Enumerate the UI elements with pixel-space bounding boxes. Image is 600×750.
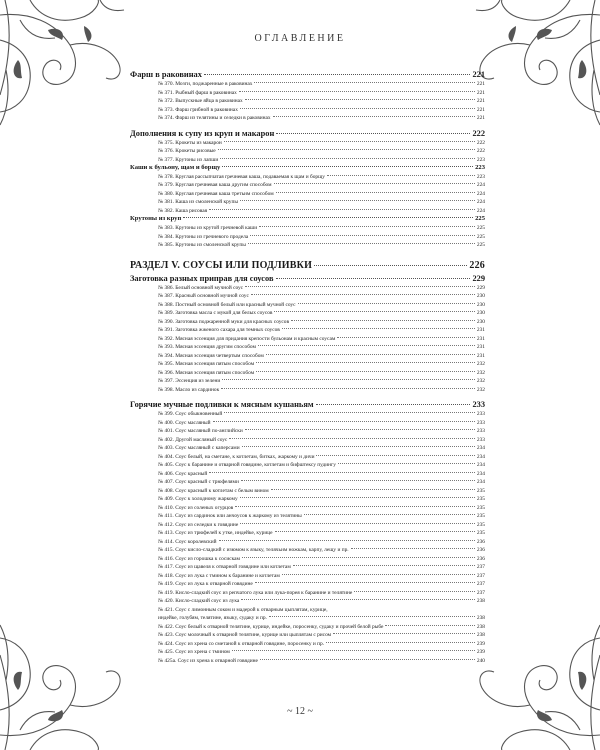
toc-entry-page: 234: [476, 445, 485, 452]
toc-entry-page: 237: [476, 581, 485, 588]
dot-leader: [224, 141, 475, 142]
toc-entry-title: № 420. Кисло-сладкий соус из лука: [158, 598, 240, 605]
dot-leader: [183, 217, 473, 218]
toc-entry-page: 225: [476, 233, 485, 240]
toc-entry: [130, 555, 485, 564]
dot-leader: [304, 514, 475, 515]
toc-entry-title: № 405. Соус к баранине и отварной говядине, котлетам и бифштексу пудингу: [158, 462, 336, 469]
toc-entry: [130, 427, 485, 436]
toc-entry-page: 238: [476, 598, 485, 605]
toc-entry: [130, 386, 485, 395]
toc-entry-title: № 424. Соус из хрена со сметаной к отварной говядине, поросенку и пр.: [158, 640, 325, 647]
toc-entry-title: Заготовка разных приправ для соусов: [130, 273, 274, 283]
toc-entry-page: 223: [476, 173, 485, 180]
dot-leader: [219, 540, 475, 541]
dot-leader: [240, 108, 475, 109]
toc-entry-title: № 403. Соус масляный с каперсами: [158, 445, 240, 452]
toc-entry: [130, 139, 485, 148]
toc-entry-title: № 400. Соус масляный: [158, 419, 211, 426]
dot-leader: [248, 243, 475, 244]
dot-leader: [316, 404, 471, 405]
toc-entry-page: 221: [472, 70, 485, 79]
toc-entry: [130, 589, 485, 598]
toc-entry: [130, 284, 485, 293]
toc-entry-title: Фарш в раковинах: [130, 70, 202, 79]
toc-entry-title: Каши к бульону, щам и борщу: [130, 164, 221, 171]
toc-entry: [130, 512, 485, 521]
corner-ornament-top-left-icon: [0, 0, 150, 150]
toc-entry-title: № 387. Красный основной мучной соус: [158, 293, 249, 300]
toc-entry: [130, 198, 485, 207]
toc-entry-page: 222: [476, 148, 485, 154]
dot-leader: [222, 166, 473, 167]
dot-leader: [274, 311, 474, 312]
dot-leader: [204, 74, 471, 75]
toc-entry-title: индейке, голубям, телятине, языку, судаку и пр.: [158, 615, 267, 622]
dot-leader: [245, 286, 475, 287]
dot-leader: [256, 371, 475, 372]
toc-entry-page: 225: [475, 215, 485, 223]
toc-section: [130, 128, 485, 139]
toc-entry: [130, 377, 485, 386]
toc-section: [130, 273, 485, 284]
toc-entry: [130, 114, 485, 123]
toc-entry-title: № 402. Другой масляный соус: [158, 436, 228, 443]
toc-entry: [130, 156, 485, 165]
dot-leader: [338, 463, 475, 464]
toc-section: [130, 399, 485, 410]
dot-leader: [241, 599, 475, 600]
toc-entry-title: № 410. Соус из соленых огурцов: [158, 504, 234, 511]
toc-entry-title: № 399. Соус обыкновенный: [158, 411, 223, 418]
toc-entry-title: № 379. Круглая гречневая каша другим способом: [158, 182, 272, 189]
toc-entry-page: 222: [476, 139, 485, 146]
toc-entry-page: 233: [476, 419, 485, 426]
toc-entry: [130, 657, 485, 666]
dot-leader: [209, 209, 475, 210]
toc-entry: [130, 623, 485, 632]
toc-entry: [130, 461, 485, 470]
table-of-contents: [130, 69, 485, 665]
toc-entry-page: 230: [476, 310, 485, 317]
toc-subsection: [130, 164, 485, 173]
toc-entry-page: 240: [476, 657, 485, 664]
toc-entry-page: 234: [476, 479, 485, 486]
dot-leader: [221, 388, 475, 389]
toc-entry-page: 232: [476, 369, 485, 376]
dot-leader: [218, 149, 475, 150]
dot-leader: [291, 320, 475, 321]
toc-entry-title: № 396. Мясная эссенция пятым способом: [158, 369, 255, 376]
toc-entry-title: № 398. Масло из сардинок: [158, 386, 220, 393]
toc-entry-page: 225: [476, 225, 485, 232]
toc-entry: [130, 563, 485, 572]
toc-entry-title: № 421. Соус с лимонным соком и мадерой к отварным цыплятам, курице,: [158, 606, 328, 613]
toc-entry-page: 221: [476, 89, 485, 96]
toc-entry-page: 230: [476, 293, 485, 300]
toc-entry-page: 233: [476, 428, 485, 435]
dot-leader: [254, 82, 474, 83]
toc-entry-page: 229: [476, 284, 485, 291]
toc-entry-title: № 388. Постный основной белый или красный мучной соус: [158, 301, 296, 308]
toc-entry-page: 230: [476, 318, 485, 325]
toc-entry-page: 234: [476, 462, 485, 469]
dot-leader: [251, 294, 475, 295]
toc-entry: [130, 352, 485, 361]
dot-leader: [337, 337, 475, 338]
toc-entry: [130, 410, 485, 419]
toc-entry: [130, 436, 485, 445]
dot-leader: [333, 633, 475, 634]
toc-entry-title: № 376. Крокеты рисовые: [158, 148, 216, 154]
toc-entry: [130, 369, 485, 378]
dot-leader: [255, 582, 475, 583]
toc-part-heading: [130, 259, 485, 273]
toc-entry: [130, 190, 485, 199]
dot-leader: [316, 455, 474, 456]
toc-section: [130, 69, 485, 80]
dot-leader: [269, 616, 475, 617]
toc-entry: [130, 309, 485, 318]
toc-entry: [130, 580, 485, 589]
toc-entry: [130, 521, 485, 530]
toc-entry-title: № 392. Мясная эссенция для придания крепости бульонам и красным соусам: [158, 335, 336, 342]
toc-entry-page: 239: [476, 649, 485, 656]
dot-leader: [213, 421, 475, 422]
dot-leader: [239, 91, 475, 92]
toc-entry-page: 233: [476, 411, 485, 418]
toc-entry: [130, 478, 485, 487]
dot-leader: [232, 650, 475, 651]
dot-leader: [282, 574, 475, 575]
dot-leader: [276, 133, 470, 134]
toc-entry-title: № 401. Соус масляный по-английски: [158, 428, 243, 435]
toc-entry-title: № 409. Соус к холодному жаркому: [158, 496, 238, 503]
toc-entry: [130, 648, 485, 657]
toc-entry-page: 231: [476, 344, 485, 351]
toc-entry-page: 235: [476, 504, 485, 511]
toc-entry-page: 221: [476, 98, 485, 104]
toc-entry: [130, 529, 485, 538]
toc-entry-title: № 394. Мясная эссенция четвертым способом: [158, 352, 264, 359]
page-title: ОГЛАВЛЕНИЕ: [254, 33, 346, 44]
dot-leader: [241, 480, 475, 481]
dot-leader: [273, 116, 475, 117]
toc-entry-title: Дополнения к супу из круп и макарон: [130, 128, 275, 138]
toc-entry-page: 223: [475, 164, 485, 171]
toc-entry-page: 229: [472, 273, 485, 283]
toc-entry: [130, 640, 485, 649]
toc-entry-title: № 418. Соус из лука с тмином к баранине и котлетам: [158, 572, 280, 579]
dot-leader: [274, 183, 475, 184]
toc-entry: [130, 631, 485, 640]
toc-entry: [130, 292, 485, 301]
toc-entry: [130, 207, 485, 216]
toc-entry-title: № 395. Мясная эссенция пятым способом: [158, 361, 255, 368]
toc-entry-title: Крутоны из круп: [130, 215, 182, 223]
toc-entry-page: 224: [476, 207, 485, 214]
toc-entry-title: № 391. Заготовка жженого сахара для темных соусов: [158, 327, 280, 334]
toc-entry: [130, 614, 485, 623]
toc-entry-page: 221: [476, 115, 485, 121]
toc-entry-title: № 419. Соус из лука к отварной говядине: [158, 581, 253, 588]
toc-entry-page: 232: [476, 378, 485, 385]
dot-leader: [235, 506, 475, 507]
dot-leader: [258, 345, 475, 346]
toc-entry-page: 234: [476, 470, 485, 477]
toc-entry: [130, 606, 485, 615]
toc-entry-page: 238: [476, 632, 485, 639]
toc-entry-title: № 373. Фарш грибной в раковинах: [158, 106, 238, 113]
toc-entry-title: № 372. Выпускные яйца в раковинах: [158, 98, 243, 104]
toc-entry-page: 232: [476, 386, 485, 393]
toc-entry-page: 226: [469, 259, 485, 271]
toc-entry-title: Горячие мучные подливки к мясным кушаньям: [130, 400, 314, 410]
toc-entry: [130, 504, 485, 513]
toc-entry: [130, 301, 485, 310]
toc-entry-title: № 415. Соус кисло-сладкий с изюмом к языку, телячьим ножкам, карпу, лещу и пр.: [158, 547, 349, 554]
toc-entry-title: № 384. Крутоны из гречневого продела: [158, 233, 249, 240]
dot-leader: [242, 446, 475, 447]
toc-entry-page: 237: [476, 564, 485, 571]
toc-entry-page: 221: [476, 106, 485, 113]
toc-entry-title: № 377. Крутоны из лапши: [158, 156, 219, 163]
toc-entry: [130, 241, 485, 250]
toc-entry: [130, 80, 485, 89]
toc-entry-title: № 393. Мясная эссенция другим способом: [158, 344, 256, 351]
dot-leader: [326, 642, 475, 643]
toc-entry-title: № 375. Крокеты из макарон: [158, 139, 222, 146]
toc-entry-page: 233: [472, 400, 485, 410]
corner-ornament-bottom-left-icon: [0, 600, 150, 750]
toc-entry: [130, 224, 485, 233]
toc-entry-title: № 385. Крутоны из смоленской крупы: [158, 242, 246, 249]
toc-entry: [130, 106, 485, 115]
toc-entry-title: № 408. Соус красный к котлетам с белым вином: [158, 487, 269, 494]
toc-entry-title: № 414. Соус королевский: [158, 538, 217, 545]
toc-subsection: [130, 215, 485, 224]
dot-leader: [222, 379, 475, 380]
toc-entry-title: № 425а. Соус из хрена к отварной говядине: [158, 657, 258, 664]
toc-entry: [130, 233, 485, 242]
toc-entry-page: 236: [476, 555, 485, 562]
toc-entry: [130, 444, 485, 453]
dot-leader: [240, 523, 475, 524]
toc-entry-page: 236: [476, 538, 485, 545]
toc-entry-page: 225: [476, 242, 485, 249]
toc-entry-page: 231: [476, 335, 485, 342]
dot-leader: [229, 438, 475, 439]
dot-leader: [220, 158, 475, 159]
toc-entry-title: № 422. Соус белый к отварной телятине, курице, индейке, поросенку, судаку и прочей белой рыбе: [158, 623, 384, 630]
toc-entry-title: № 397. Эссенция из зелени: [158, 378, 221, 385]
toc-entry-title: № 382. Каша рисовая: [158, 207, 208, 214]
toc-entry-title: № 406. Соус красный: [158, 470, 208, 477]
toc-entry: [130, 572, 485, 581]
toc-entry: [130, 89, 485, 98]
dot-leader: [259, 226, 475, 227]
toc-entry: [130, 538, 485, 547]
toc-entry-page: 230: [476, 301, 485, 308]
dot-leader: [245, 429, 475, 430]
toc-entry: [130, 343, 485, 352]
dot-leader: [275, 531, 475, 532]
toc-entry-page: 221: [476, 81, 485, 87]
toc-entry-page: 224: [476, 199, 485, 206]
toc-entry-page: 237: [476, 589, 485, 596]
dot-leader: [256, 362, 475, 363]
dot-leader: [240, 200, 475, 201]
toc-entry-page: 231: [476, 327, 485, 334]
toc-entry-page: 235: [476, 513, 485, 520]
toc-entry: [130, 360, 485, 369]
toc-entry-title: № 423. Соус молочный к отварной телятине, курице или цыплятам с рисом: [158, 632, 332, 639]
toc-entry-title: № 390. Заготовка поджаренной муки для красных соусов: [158, 318, 290, 325]
dot-leader: [242, 557, 475, 558]
toc-entry-title: № 413. Соус из трюфелей к утке, индейке, курице: [158, 530, 273, 537]
toc-entry: [130, 453, 485, 462]
toc-entry: [130, 326, 485, 335]
dot-leader: [276, 278, 471, 279]
dot-leader: [385, 625, 475, 626]
dot-leader: [298, 303, 475, 304]
toc-entry-title: № 386. Белый основной мучной соус: [158, 284, 244, 291]
dot-leader: [224, 412, 475, 413]
toc-entry-title: № 404. Соус белый, на сметане, к котлетам, битках, жаркому и дичи: [158, 453, 315, 460]
toc-entry: [130, 597, 485, 606]
toc-entry: [130, 147, 485, 156]
dot-leader: [354, 591, 475, 592]
toc-entry: [130, 335, 485, 344]
toc-entry-title: № 425. Соус из хрена с тмином: [158, 649, 230, 656]
toc-entry-page: 235: [476, 487, 485, 494]
page-number: ~ 12 ~: [287, 706, 313, 717]
dot-leader: [282, 328, 475, 329]
toc-entry-title: № 383. Крутоны из крутой гречневой каши: [158, 225, 258, 232]
toc-entry-title: № 416. Соус из горошка к сосискам: [158, 555, 240, 562]
toc-entry-page: 235: [476, 496, 485, 503]
toc-entry-title: № 412. Соус из селедки к говядине: [158, 521, 239, 528]
toc-entry: [130, 487, 485, 496]
toc-entry-page: 224: [476, 182, 485, 189]
toc-entry: [130, 546, 485, 555]
toc-entry-title: № 407. Соус красный с трюфелями: [158, 479, 239, 486]
toc-entry-title: № 419. Кисло-сладкий соус из репчатого лука или лука-порея к баранине и телятине: [158, 589, 353, 596]
toc-entry-title: № 417. Соус из щавеля к отварной говядине или котлетам: [158, 564, 291, 571]
toc-entry-page: 238: [476, 623, 485, 630]
toc-entry-title: № 371. Рыбный фарш в раковинах: [158, 89, 237, 96]
dot-leader: [276, 192, 475, 193]
toc-entry-title: № 381. Каша из смоленской крупы: [158, 199, 238, 206]
dot-leader: [351, 548, 475, 549]
toc-entry: [130, 495, 485, 504]
toc-entry-page: 234: [476, 453, 485, 460]
toc-entry-title: № 378. Круглая рассыпчатая гречневая каша, подаваемая к щам и борщу: [158, 173, 325, 180]
dot-leader: [240, 497, 475, 498]
dot-leader: [245, 99, 475, 100]
toc-entry-page: 238: [476, 615, 485, 622]
toc-entry-page: 231: [476, 352, 485, 359]
dot-leader: [209, 472, 475, 473]
toc-entry: [130, 173, 485, 182]
dot-leader: [250, 235, 475, 236]
toc-entry-page: 223: [476, 156, 485, 163]
toc-entry-title: № 411. Соус из сардинок или анчоусов к жаркому из телятины: [158, 513, 302, 520]
toc-entry: [130, 318, 485, 327]
dot-leader: [327, 175, 475, 176]
dot-leader: [266, 354, 475, 355]
toc-entry-page: 237: [476, 572, 485, 579]
toc-entry: [130, 419, 485, 428]
dot-leader: [271, 489, 475, 490]
toc-entry-title: РАЗДЕЛ V. СОУСЫ ИЛИ ПОДЛИВКИ: [130, 259, 313, 271]
toc-entry-title: № 370. Мозги, поджаренные в раковинах: [158, 81, 253, 87]
dot-leader: [293, 565, 475, 566]
toc-entry-page: 233: [476, 436, 485, 443]
toc-entry-page: 224: [476, 190, 485, 197]
toc-entry-title: № 380. Круглая гречневая каша третьим способом: [158, 190, 274, 197]
toc-entry-page: 232: [476, 361, 485, 368]
toc-entry-page: 235: [476, 521, 485, 528]
toc-entry-page: 239: [476, 640, 485, 647]
toc-entry: [130, 181, 485, 190]
toc-entry-page: 236: [476, 547, 485, 554]
toc-entry: [130, 470, 485, 479]
toc-entry-page: 235: [476, 530, 485, 537]
toc-entry-page: 222: [472, 128, 485, 138]
dot-leader: [314, 265, 467, 266]
toc-entry-title: № 374. Фарш из телятины и селедки в раковинах: [158, 115, 271, 121]
toc-entry: [130, 97, 485, 106]
toc-entry-title: № 389. Заготовка масла с мукой для белых соусов: [158, 310, 273, 317]
dot-leader: [260, 659, 475, 660]
